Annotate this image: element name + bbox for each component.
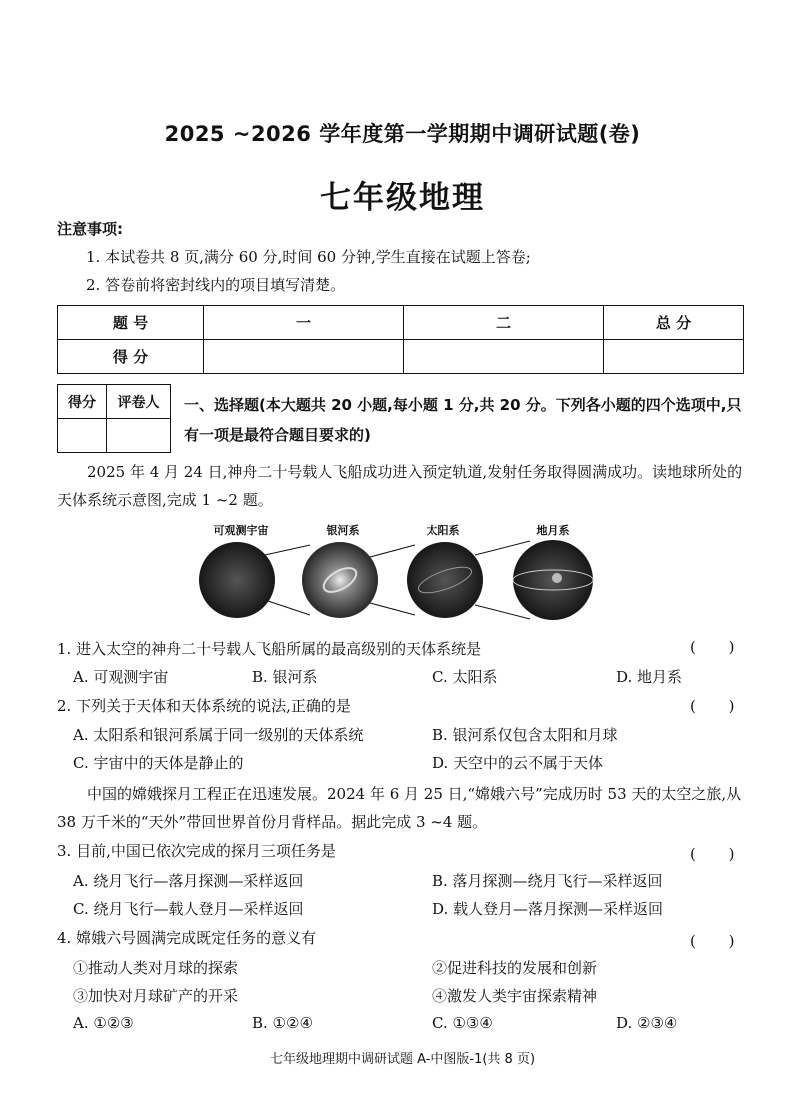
option-a[interactable]: A. 绕月飞行—落月探测—采样返回: [73, 872, 304, 890]
option-c[interactable]: C. ①③④: [432, 1014, 493, 1032]
option-b[interactable]: B. 银河系仅包含太阳和月球: [432, 726, 618, 744]
option-d[interactable]: D. 地月系: [616, 668, 683, 686]
figure-label: 地月系: [536, 524, 570, 537]
grader-score-cell[interactable]: [58, 419, 107, 453]
option-d[interactable]: D. ②③④: [616, 1014, 678, 1032]
score-table: [57, 305, 744, 374]
score-table-header-cell: 二: [404, 306, 604, 340]
option-d[interactable]: D. 载人登月—落月探测—采样返回: [432, 900, 664, 918]
score-input-cell[interactable]: [404, 340, 604, 374]
option-a[interactable]: A. 太阳系和银河系属于同一级别的天体系统: [73, 726, 364, 744]
option-c[interactable]: C. 绕月飞行—载人登月—采样返回: [73, 900, 304, 918]
grader-name-cell[interactable]: [107, 419, 171, 453]
grader-score-label: 得分: [58, 385, 107, 419]
question-stem: 2. 下列关于天体和天体系统的说法,正确的是: [57, 697, 351, 715]
option-c[interactable]: C. 宇宙中的天体是静止的: [73, 754, 244, 772]
grader-name-label: 评卷人: [107, 385, 171, 419]
milky-way-sphere: [302, 542, 378, 618]
score-input-cell[interactable]: [604, 340, 744, 374]
score-input-cell[interactable]: [204, 340, 404, 374]
answer-parens[interactable]: ( ): [690, 697, 749, 715]
statement-3: ③加快对月球矿产的开采: [73, 987, 239, 1005]
celestial-systems-figure: [195, 535, 615, 625]
intro-paragraph: 2025 年 4 月 24 日,神舟二十号载人飞船成功进入预定轨道,发射任务取得圆满成功。读地球所处的天体系统示意图,完成 1 ~2 题。: [57, 463, 743, 509]
option-b[interactable]: B. ①②④: [252, 1014, 313, 1032]
figure-label: 太阳系: [426, 524, 460, 537]
statement-4: ④激发人类宇宙探索精神: [432, 987, 598, 1005]
score-table-header-cell: 总 分: [604, 306, 744, 340]
section-heading: 一、选择题(本大题共 20 小题,每小题 1 分,共 20 分。下列各小题的四个选项中,只有一项是最符合题目要求的): [184, 396, 742, 444]
option-a[interactable]: A. ①②③: [73, 1014, 134, 1032]
notice-item: 1. 本试卷共 8 页,满分 60 分,时间 60 分钟,学生直接在试题上答卷;: [86, 248, 531, 266]
page-footer: 七年级地理期中调研试题 A-中图版-1(共 8 页): [269, 1052, 536, 1067]
figure-label: 银河系: [326, 524, 360, 537]
statement-2: ②促进科技的发展和创新: [432, 959, 598, 977]
exam-title: 2025 ~2026 学年度第一学期期中调研试题(卷): [164, 122, 641, 146]
question-stem: 4. 嫦娥六号圆满完成既定任务的意义有: [57, 929, 317, 947]
answer-parens[interactable]: ( ): [690, 638, 749, 656]
option-c[interactable]: C. 太阳系: [432, 668, 498, 686]
figure-label: 可观测宇宙: [213, 524, 269, 537]
grader-table: [57, 384, 171, 453]
option-b[interactable]: B. 银河系: [252, 668, 318, 686]
option-d[interactable]: D. 天空中的云不属于天体: [432, 754, 604, 772]
observable-universe-sphere: [199, 542, 275, 618]
statement-1: ①推动人类对月球的探索: [73, 959, 239, 977]
option-a[interactable]: A. 可观测宇宙: [73, 668, 169, 686]
notice-item: 2. 答卷前将密封线内的项目填写清楚。: [86, 276, 346, 294]
subject-title: 七年级地理: [320, 180, 485, 216]
score-table-header-cell: 题 号: [58, 306, 204, 340]
score-table-header-cell: 一: [204, 306, 404, 340]
answer-parens[interactable]: ( ): [690, 845, 749, 863]
score-table-row-label: 得 分: [58, 340, 204, 374]
intro-paragraph: 中国的嫦娥探月工程正在迅速发展。2024 年 6 月 25 日,“嫦娥六号”完成历时 53 天的太空之旅,从 38 万千米的“天外”带回世界首份月背样品。据此完成 3 ~4 题。: [57, 785, 742, 831]
question-stem: 1. 进入太空的神舟二十号载人飞船所属的最高级别的天体系统是: [57, 640, 482, 658]
answer-parens[interactable]: ( ): [690, 932, 749, 950]
question-stem: 3. 目前,中国已依次完成的探月三项任务是: [57, 842, 336, 860]
option-b[interactable]: B. 落月探测—绕月飞行—采样返回: [432, 872, 663, 890]
solar-system-sphere: [407, 542, 483, 618]
notice-heading: 注意事项:: [57, 220, 123, 238]
